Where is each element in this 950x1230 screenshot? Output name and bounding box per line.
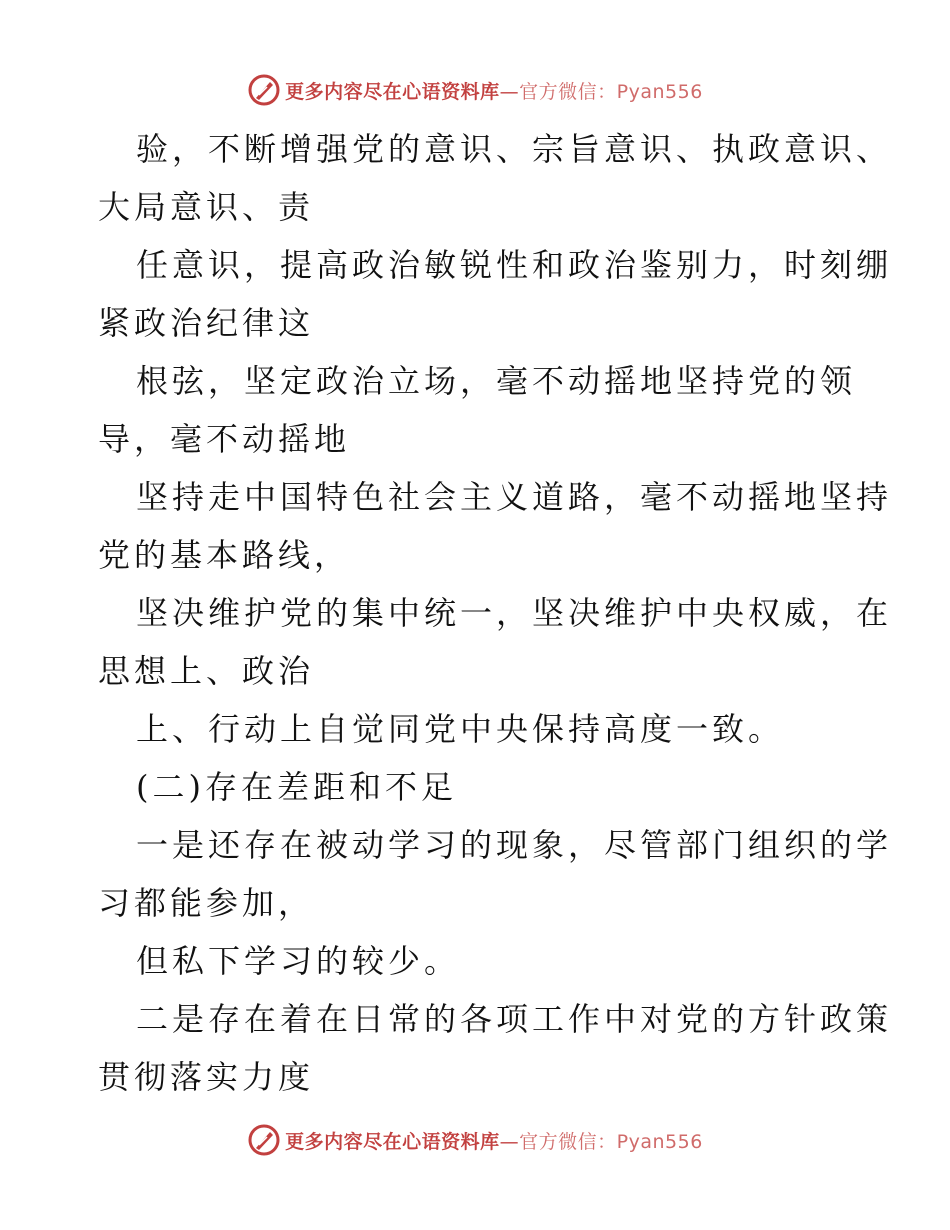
text-line: 习都能参加，: [98, 884, 315, 922]
text-line: 验，不断增强党的意识、宗旨意识、执政意识、: [136, 130, 893, 168]
footer-separator: —: [499, 1130, 520, 1153]
text-line: 根弦，坚定政治立场，毫不动摇地坚持党的领: [136, 362, 857, 400]
footer-brand: 更多内容尽在心语资料库: [285, 1130, 500, 1153]
text-line: 坚决维护党的集中统一，坚决维护中央权威，在: [136, 594, 893, 632]
text-line: 一是还存在被动学习的现象，尽管部门组织的学: [136, 826, 893, 864]
quill-logo-icon: [247, 73, 281, 107]
text-line: 贯彻落实力度: [98, 1058, 315, 1096]
text-line: 紧政治纪律这: [98, 304, 315, 342]
text-line: 上、行动上自觉同党中央保持高度一致。: [136, 710, 785, 748]
footer-banner-text: [285, 1127, 703, 1154]
text-line: 坚持走中国特色社会主义道路，毫不动摇地坚持: [136, 478, 893, 516]
section-heading: (二)存在差距和不足: [136, 768, 457, 806]
quill-logo-icon: [247, 1123, 281, 1157]
text-line: 任意识，提高政治敏锐性和政治鉴别力，时刻绷: [136, 246, 893, 284]
header-banner-text: [285, 77, 703, 104]
text-line: 二是存在着在日常的各项工作中对党的方针政策: [136, 1000, 893, 1038]
header-contact: 官方微信：Pyan556: [519, 80, 703, 103]
footer-banner: [0, 1120, 950, 1160]
header-banner: [0, 70, 950, 110]
text-line: 党的基本路线，: [98, 536, 351, 574]
text-line: 大局意识、责: [98, 188, 315, 226]
text-line: 但私下学习的较少。: [136, 942, 461, 980]
text-line: 导，毫不动摇地: [98, 420, 351, 458]
text-line: 思想上、政治: [98, 652, 315, 690]
header-brand: 更多内容尽在心语资料库: [285, 80, 500, 103]
footer-contact: 官方微信：Pyan556: [519, 1130, 703, 1153]
header-separator: —: [499, 80, 520, 103]
